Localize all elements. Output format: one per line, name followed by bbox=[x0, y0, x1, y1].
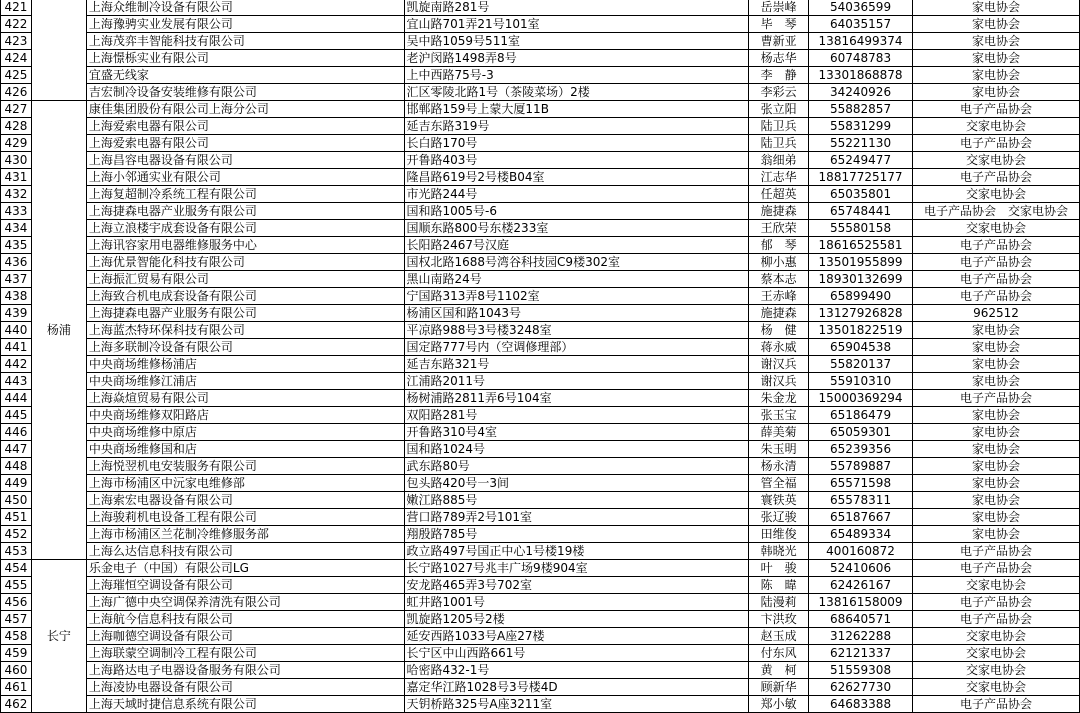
contact-person: 岳崇峰 bbox=[749, 0, 809, 16]
contact-person: 黄 柯 bbox=[749, 662, 809, 679]
contact-person: 郁 琴 bbox=[749, 237, 809, 254]
company-name: 上海捷森电器产业服务有限公司 bbox=[86, 203, 404, 220]
association: 家电协会 bbox=[913, 67, 1080, 84]
row-number: 439 bbox=[1, 305, 32, 322]
row-number: 424 bbox=[1, 50, 32, 67]
company-name: 上海市杨浦区兰花制冷维修服务部 bbox=[86, 526, 404, 543]
company-name: 康佳集团股份有限公司上海分公司 bbox=[86, 101, 404, 118]
phone-number: 65578311 bbox=[809, 492, 913, 509]
contact-person: 柳小惠 bbox=[749, 254, 809, 271]
association: 交家电协会 bbox=[913, 679, 1080, 696]
contact-person: 杨志华 bbox=[749, 50, 809, 67]
contact-person: 陆漫莉 bbox=[749, 594, 809, 611]
company-address: 汇区零陵北路1号（茶陵菜场）2楼 bbox=[404, 84, 749, 101]
row-number: 460 bbox=[1, 662, 32, 679]
table-row bbox=[1, 135, 1080, 152]
table-row bbox=[1, 84, 1080, 101]
association: 家电协会 bbox=[913, 509, 1080, 526]
association: 电子产品协会 bbox=[913, 560, 1080, 577]
table-row bbox=[1, 560, 1080, 577]
table-row bbox=[1, 254, 1080, 271]
company-name: 上海众维制冷设备有限公司 bbox=[86, 0, 404, 16]
table-row bbox=[1, 0, 1080, 16]
company-name: 上海憬栎实业有限公司 bbox=[86, 50, 404, 67]
company-name: 上海豫骋实业发展有限公司 bbox=[86, 16, 404, 33]
row-number: 453 bbox=[1, 543, 32, 560]
table-row bbox=[1, 220, 1080, 237]
company-address: 国和路1005号-6 bbox=[404, 203, 749, 220]
row-number: 440 bbox=[1, 322, 32, 339]
association: 家电协会 bbox=[913, 424, 1080, 441]
company-name: 上海茂弈丰智能科技有限公司 bbox=[86, 33, 404, 50]
contact-person: 施捷森 bbox=[749, 203, 809, 220]
row-number: 428 bbox=[1, 118, 32, 135]
contact-person: 张辽骏 bbox=[749, 509, 809, 526]
association: 家电协会 bbox=[913, 339, 1080, 356]
table-row bbox=[1, 543, 1080, 560]
company-name: 中央商场维修国和店 bbox=[86, 441, 404, 458]
company-address: 杨浦区国和路1043号 bbox=[404, 305, 749, 322]
company-address: 国权北路1688号湾谷科技园C9楼302室 bbox=[404, 254, 749, 271]
company-name: 中央商场维修中原店 bbox=[86, 424, 404, 441]
company-name: 上海广德中央空调保养清洗有限公司 bbox=[86, 594, 404, 611]
phone-number: 400160872 bbox=[809, 543, 913, 560]
company-address: 翔殷路785号 bbox=[404, 526, 749, 543]
company-address: 开鲁路403号 bbox=[404, 152, 749, 169]
contact-person: 蒋永威 bbox=[749, 339, 809, 356]
contact-person: 朱金龙 bbox=[749, 390, 809, 407]
association: 电子产品协会 bbox=[913, 611, 1080, 628]
table-row bbox=[1, 407, 1080, 424]
contact-person: 江志华 bbox=[749, 169, 809, 186]
association: 家电协会 bbox=[913, 322, 1080, 339]
company-address: 宜山路701弄21号101室 bbox=[404, 16, 749, 33]
table-row bbox=[1, 577, 1080, 594]
district-cell bbox=[31, 0, 86, 101]
company-address: 国顺东路800号东楼233室 bbox=[404, 220, 749, 237]
phone-number: 54036599 bbox=[809, 0, 913, 16]
phone-number: 60748783 bbox=[809, 50, 913, 67]
company-address: 延安西路1033号A座27楼 bbox=[404, 628, 749, 645]
association: 家电协会 bbox=[913, 441, 1080, 458]
association: 交家电协会 bbox=[913, 662, 1080, 679]
phone-number: 18930132699 bbox=[809, 271, 913, 288]
phone-number: 55580158 bbox=[809, 220, 913, 237]
contact-person: 王欣荣 bbox=[749, 220, 809, 237]
company-name: 中央商场维修双阳路店 bbox=[86, 407, 404, 424]
table-row bbox=[1, 305, 1080, 322]
row-number: 444 bbox=[1, 390, 32, 407]
association: 家电协会 bbox=[913, 407, 1080, 424]
contact-person: 陈 暐 bbox=[749, 577, 809, 594]
table-row bbox=[1, 424, 1080, 441]
association: 交家电协会 bbox=[913, 152, 1080, 169]
association: 电子产品协会 bbox=[913, 696, 1080, 713]
company-name: 上海咖德空调设备有限公司 bbox=[86, 628, 404, 645]
row-number: 423 bbox=[1, 33, 32, 50]
table-row bbox=[1, 33, 1080, 50]
company-name: 吉宏制冷设备安装维修有限公司 bbox=[86, 84, 404, 101]
row-number: 451 bbox=[1, 509, 32, 526]
contact-person: 陆卫兵 bbox=[749, 135, 809, 152]
association: 家电协会 bbox=[913, 0, 1080, 16]
company-address: 国和路1024号 bbox=[404, 441, 749, 458]
association: 家电协会 bbox=[913, 16, 1080, 33]
company-name: 中央商场维修江浦店 bbox=[86, 373, 404, 390]
row-number: 421 bbox=[1, 0, 32, 16]
phone-number: 65187667 bbox=[809, 509, 913, 526]
company-address: 邯郸路159号上蒙大厦11B bbox=[404, 101, 749, 118]
phone-number: 65249477 bbox=[809, 152, 913, 169]
company-address: 隆昌路619号2号楼B04室 bbox=[404, 169, 749, 186]
table-row bbox=[1, 356, 1080, 373]
phone-number: 18817725177 bbox=[809, 169, 913, 186]
phone-number: 65904538 bbox=[809, 339, 913, 356]
company-name: 上海复超制冷系统工程有限公司 bbox=[86, 186, 404, 203]
contact-person: 张立阳 bbox=[749, 101, 809, 118]
company-address: 黑山南路24号 bbox=[404, 271, 749, 288]
association: 电子产品协会 bbox=[913, 543, 1080, 560]
row-number: 454 bbox=[1, 560, 32, 577]
phone-number: 34240926 bbox=[809, 84, 913, 101]
company-name: 上海优景智能化科技有限公司 bbox=[86, 254, 404, 271]
phone-number: 65748441 bbox=[809, 203, 913, 220]
phone-number: 68640571 bbox=[809, 611, 913, 628]
company-name: 上海市杨浦区中沅家电维修部 bbox=[86, 475, 404, 492]
table-row bbox=[1, 475, 1080, 492]
company-address: 嫩江路885号 bbox=[404, 492, 749, 509]
association: 交家电协会 bbox=[913, 645, 1080, 662]
row-number: 461 bbox=[1, 679, 32, 696]
row-number: 459 bbox=[1, 645, 32, 662]
row-number: 443 bbox=[1, 373, 32, 390]
company-name: 中央商场维修杨浦店 bbox=[86, 356, 404, 373]
phone-number: 65239356 bbox=[809, 441, 913, 458]
association: 家电协会 bbox=[913, 458, 1080, 475]
association: 电子产品协会 bbox=[913, 169, 1080, 186]
company-address: 虹井路1001号 bbox=[404, 594, 749, 611]
phone-number: 13301868878 bbox=[809, 67, 913, 84]
association: 家电协会 bbox=[913, 373, 1080, 390]
association: 电子产品协会 bbox=[913, 594, 1080, 611]
table-row bbox=[1, 322, 1080, 339]
phone-number: 55882857 bbox=[809, 101, 913, 118]
table-row bbox=[1, 271, 1080, 288]
row-number: 447 bbox=[1, 441, 32, 458]
contact-person: 翁细弟 bbox=[749, 152, 809, 169]
row-number: 456 bbox=[1, 594, 32, 611]
company-address: 延吉东路319号 bbox=[404, 118, 749, 135]
phone-number: 52410606 bbox=[809, 560, 913, 577]
row-number: 433 bbox=[1, 203, 32, 220]
contact-person: 管全福 bbox=[749, 475, 809, 492]
table-body bbox=[1, 0, 1080, 713]
row-number: 437 bbox=[1, 271, 32, 288]
company-name: 上海悦翌机电安装服务有限公司 bbox=[86, 458, 404, 475]
phone-number: 15000369294 bbox=[809, 390, 913, 407]
company-address: 长阳路2467号汉庭 bbox=[404, 237, 749, 254]
company-address: 平凉路988号3号楼3248室 bbox=[404, 322, 749, 339]
association: 电子产品协会 bbox=[913, 135, 1080, 152]
table-row bbox=[1, 152, 1080, 169]
row-number: 441 bbox=[1, 339, 32, 356]
company-address: 营口路789弄2号101室 bbox=[404, 509, 749, 526]
company-address: 凯旋路1205号2楼 bbox=[404, 611, 749, 628]
phone-number: 13501955899 bbox=[809, 254, 913, 271]
table-row bbox=[1, 492, 1080, 509]
table-row bbox=[1, 288, 1080, 305]
table-row bbox=[1, 662, 1080, 679]
row-number: 425 bbox=[1, 67, 32, 84]
company-name: 上海昌容电器设备有限公司 bbox=[86, 152, 404, 169]
association: 家电协会 bbox=[913, 84, 1080, 101]
contact-person: 任超英 bbox=[749, 186, 809, 203]
phone-number: 65899490 bbox=[809, 288, 913, 305]
company-name: 上海致合机电成套设备有限公司 bbox=[86, 288, 404, 305]
company-name: 上海路达电子电器设备服务有限公司 bbox=[86, 662, 404, 679]
row-number: 434 bbox=[1, 220, 32, 237]
contact-person: 张玉宝 bbox=[749, 407, 809, 424]
row-number: 438 bbox=[1, 288, 32, 305]
contact-person: 毕 琴 bbox=[749, 16, 809, 33]
association: 交家电协会 bbox=[913, 186, 1080, 203]
association: 电子产品协会 bbox=[913, 271, 1080, 288]
company-name: 上海振汇贸易有限公司 bbox=[86, 271, 404, 288]
phone-number: 13127926828 bbox=[809, 305, 913, 322]
row-number: 427 bbox=[1, 101, 32, 118]
row-number: 431 bbox=[1, 169, 32, 186]
row-number: 449 bbox=[1, 475, 32, 492]
contact-person: 卞洪玫 bbox=[749, 611, 809, 628]
contact-person: 杨永清 bbox=[749, 458, 809, 475]
association: 家电协会 bbox=[913, 50, 1080, 67]
company-address: 延吉东路321号 bbox=[404, 356, 749, 373]
association: 电子产品协会 bbox=[913, 254, 1080, 271]
association: 家电协会 bbox=[913, 492, 1080, 509]
table-row bbox=[1, 203, 1080, 220]
phone-number: 64035157 bbox=[809, 16, 913, 33]
company-address: 嘉定华江路1028号3号楼4D bbox=[404, 679, 749, 696]
phone-number: 55910310 bbox=[809, 373, 913, 390]
company-name: 上海焱煊贸易有限公司 bbox=[86, 390, 404, 407]
association: 962512 bbox=[913, 305, 1080, 322]
table-row bbox=[1, 441, 1080, 458]
company-address: 双阳路281号 bbox=[404, 407, 749, 424]
row-number: 450 bbox=[1, 492, 32, 509]
contact-person: 谢汉兵 bbox=[749, 356, 809, 373]
phone-number: 65571598 bbox=[809, 475, 913, 492]
row-number: 455 bbox=[1, 577, 32, 594]
table-row bbox=[1, 611, 1080, 628]
row-number: 422 bbox=[1, 16, 32, 33]
table-row bbox=[1, 628, 1080, 645]
contact-person: 朱玉明 bbox=[749, 441, 809, 458]
table-row bbox=[1, 169, 1080, 186]
company-address: 长宁区中山西路661号 bbox=[404, 645, 749, 662]
company-address: 天钥桥路325号A座3211室 bbox=[404, 696, 749, 713]
company-name: 上海小邻通实业有限公司 bbox=[86, 169, 404, 186]
contact-person: 付东风 bbox=[749, 645, 809, 662]
table-row bbox=[1, 16, 1080, 33]
table-row bbox=[1, 679, 1080, 696]
association: 交家电协会 bbox=[913, 577, 1080, 594]
association: 电子产品协会 bbox=[913, 288, 1080, 305]
company-name: 上海多联制冷设备有限公司 bbox=[86, 339, 404, 356]
association: 家电协会 bbox=[913, 475, 1080, 492]
company-name: 上海骏莉机电设备工程有限公司 bbox=[86, 509, 404, 526]
phone-number: 55789887 bbox=[809, 458, 913, 475]
table-row bbox=[1, 237, 1080, 254]
table-row bbox=[1, 390, 1080, 407]
association: 交家电协会 bbox=[913, 118, 1080, 135]
table-row bbox=[1, 339, 1080, 356]
table-row bbox=[1, 50, 1080, 67]
row-number: 458 bbox=[1, 628, 32, 645]
contact-person: 蔡本志 bbox=[749, 271, 809, 288]
row-number: 446 bbox=[1, 424, 32, 441]
row-number: 436 bbox=[1, 254, 32, 271]
company-address: 市光路244号 bbox=[404, 186, 749, 203]
phone-number: 65186479 bbox=[809, 407, 913, 424]
company-address: 安龙路465弄3号702室 bbox=[404, 577, 749, 594]
row-number: 435 bbox=[1, 237, 32, 254]
row-number: 445 bbox=[1, 407, 32, 424]
phone-number: 62121337 bbox=[809, 645, 913, 662]
company-address: 长白路170号 bbox=[404, 135, 749, 152]
contact-person: 杨 健 bbox=[749, 322, 809, 339]
table-row bbox=[1, 526, 1080, 543]
row-number: 452 bbox=[1, 526, 32, 543]
contact-person: 叶 骏 bbox=[749, 560, 809, 577]
table-row bbox=[1, 186, 1080, 203]
association: 电子产品协会 bbox=[913, 237, 1080, 254]
company-name: 乐金电子（中国）有限公司LG bbox=[86, 560, 404, 577]
row-number: 457 bbox=[1, 611, 32, 628]
phone-number: 31262288 bbox=[809, 628, 913, 645]
table-row bbox=[1, 101, 1080, 118]
company-name: 上海立浪楼宇成套设备有限公司 bbox=[86, 220, 404, 237]
phone-number: 18616525581 bbox=[809, 237, 913, 254]
company-name: 上海蓝杰特环保科技有限公司 bbox=[86, 322, 404, 339]
table-row bbox=[1, 509, 1080, 526]
contact-person: 陆卫兵 bbox=[749, 118, 809, 135]
company-address: 哈密路432-1号 bbox=[404, 662, 749, 679]
row-number: 430 bbox=[1, 152, 32, 169]
company-address: 吴中路1059号511室 bbox=[404, 33, 749, 50]
row-number: 442 bbox=[1, 356, 32, 373]
row-number: 429 bbox=[1, 135, 32, 152]
company-address: 上中西路75号-3 bbox=[404, 67, 749, 84]
company-name: 上海索宏电器设备有限公司 bbox=[86, 492, 404, 509]
contact-person: 谢汉兵 bbox=[749, 373, 809, 390]
contact-person: 郑小敏 bbox=[749, 696, 809, 713]
company-address: 江浦路2011号 bbox=[404, 373, 749, 390]
contact-person: 王赤峰 bbox=[749, 288, 809, 305]
district-cell: 长宁 bbox=[31, 560, 86, 713]
phone-number: 62627730 bbox=[809, 679, 913, 696]
table-row bbox=[1, 458, 1080, 475]
contact-person: 顾新华 bbox=[749, 679, 809, 696]
association: 家电协会 bbox=[913, 356, 1080, 373]
row-number: 462 bbox=[1, 696, 32, 713]
company-name: 上海璀恒空调设备有限公司 bbox=[86, 577, 404, 594]
company-address: 政立路497号国正中心1号楼19楼 bbox=[404, 543, 749, 560]
row-number: 426 bbox=[1, 84, 32, 101]
company-name: 上海讯容家用电器维修服务中心 bbox=[86, 237, 404, 254]
company-address: 长宁路1027号兆丰广场9楼904室 bbox=[404, 560, 749, 577]
phone-number: 13501822519 bbox=[809, 322, 913, 339]
company-address: 宁国路313弄8号1102室 bbox=[404, 288, 749, 305]
phone-number: 55221130 bbox=[809, 135, 913, 152]
phone-number: 62426167 bbox=[809, 577, 913, 594]
contact-person: 田维俊 bbox=[749, 526, 809, 543]
company-name: 上海爱索电器有限公司 bbox=[86, 118, 404, 135]
company-address: 包头路420号一3间 bbox=[404, 475, 749, 492]
association: 家电协会 bbox=[913, 33, 1080, 50]
contact-person: 韩晓光 bbox=[749, 543, 809, 560]
phone-number: 13816499374 bbox=[809, 33, 913, 50]
company-name: 上海天域时捷信息系统有限公司 bbox=[86, 696, 404, 713]
company-name: 上海航今信息科技有限公司 bbox=[86, 611, 404, 628]
company-address: 凯旋南路281号 bbox=[404, 0, 749, 16]
phone-number: 64683388 bbox=[809, 696, 913, 713]
table-row bbox=[1, 696, 1080, 713]
table-row bbox=[1, 645, 1080, 662]
company-address: 开鲁路310号4室 bbox=[404, 424, 749, 441]
company-name: 上海捷森电器产业服务有限公司 bbox=[86, 305, 404, 322]
table-row bbox=[1, 118, 1080, 135]
contact-person: 施捷森 bbox=[749, 305, 809, 322]
company-address: 武东路80号 bbox=[404, 458, 749, 475]
phone-number: 55820137 bbox=[809, 356, 913, 373]
table-row bbox=[1, 594, 1080, 611]
association: 电子产品协会 bbox=[913, 101, 1080, 118]
contact-person: 赵玉成 bbox=[749, 628, 809, 645]
table-row bbox=[1, 67, 1080, 84]
phone-number: 65489334 bbox=[809, 526, 913, 543]
phone-number: 55831299 bbox=[809, 118, 913, 135]
company-name: 上海凌协电器设备有限公司 bbox=[86, 679, 404, 696]
phone-number: 13816158009 bbox=[809, 594, 913, 611]
phone-number: 65059301 bbox=[809, 424, 913, 441]
company-address: 老沪闵路1498弄8号 bbox=[404, 50, 749, 67]
company-name: 上海么达信息科技有限公司 bbox=[86, 543, 404, 560]
phone-number: 65035801 bbox=[809, 186, 913, 203]
company-address: 国定路777号内（空调修理部） bbox=[404, 339, 749, 356]
company-name: 上海爱索电器有限公司 bbox=[86, 135, 404, 152]
district-cell: 杨浦 bbox=[31, 101, 86, 560]
contact-person: 曹新亚 bbox=[749, 33, 809, 50]
company-name: 宜盛无线家 bbox=[86, 67, 404, 84]
contact-person: 李彩云 bbox=[749, 84, 809, 101]
company-name: 上海联蒙空调制冷工程有限公司 bbox=[86, 645, 404, 662]
contact-person: 薛美菊 bbox=[749, 424, 809, 441]
association: 电子产品协会 bbox=[913, 390, 1080, 407]
company-address: 杨树浦路2811弄6号104室 bbox=[404, 390, 749, 407]
table-row bbox=[1, 373, 1080, 390]
contact-person: 李 静 bbox=[749, 67, 809, 84]
contact-person: 寰铁英 bbox=[749, 492, 809, 509]
row-number: 448 bbox=[1, 458, 32, 475]
association: 家电协会 bbox=[913, 526, 1080, 543]
row-number: 432 bbox=[1, 186, 32, 203]
phone-number: 51559308 bbox=[809, 662, 913, 679]
association: 交家电协会 bbox=[913, 220, 1080, 237]
association: 交家电协会 bbox=[913, 628, 1080, 645]
association: 电子产品协会 交家电协会 bbox=[913, 203, 1080, 220]
